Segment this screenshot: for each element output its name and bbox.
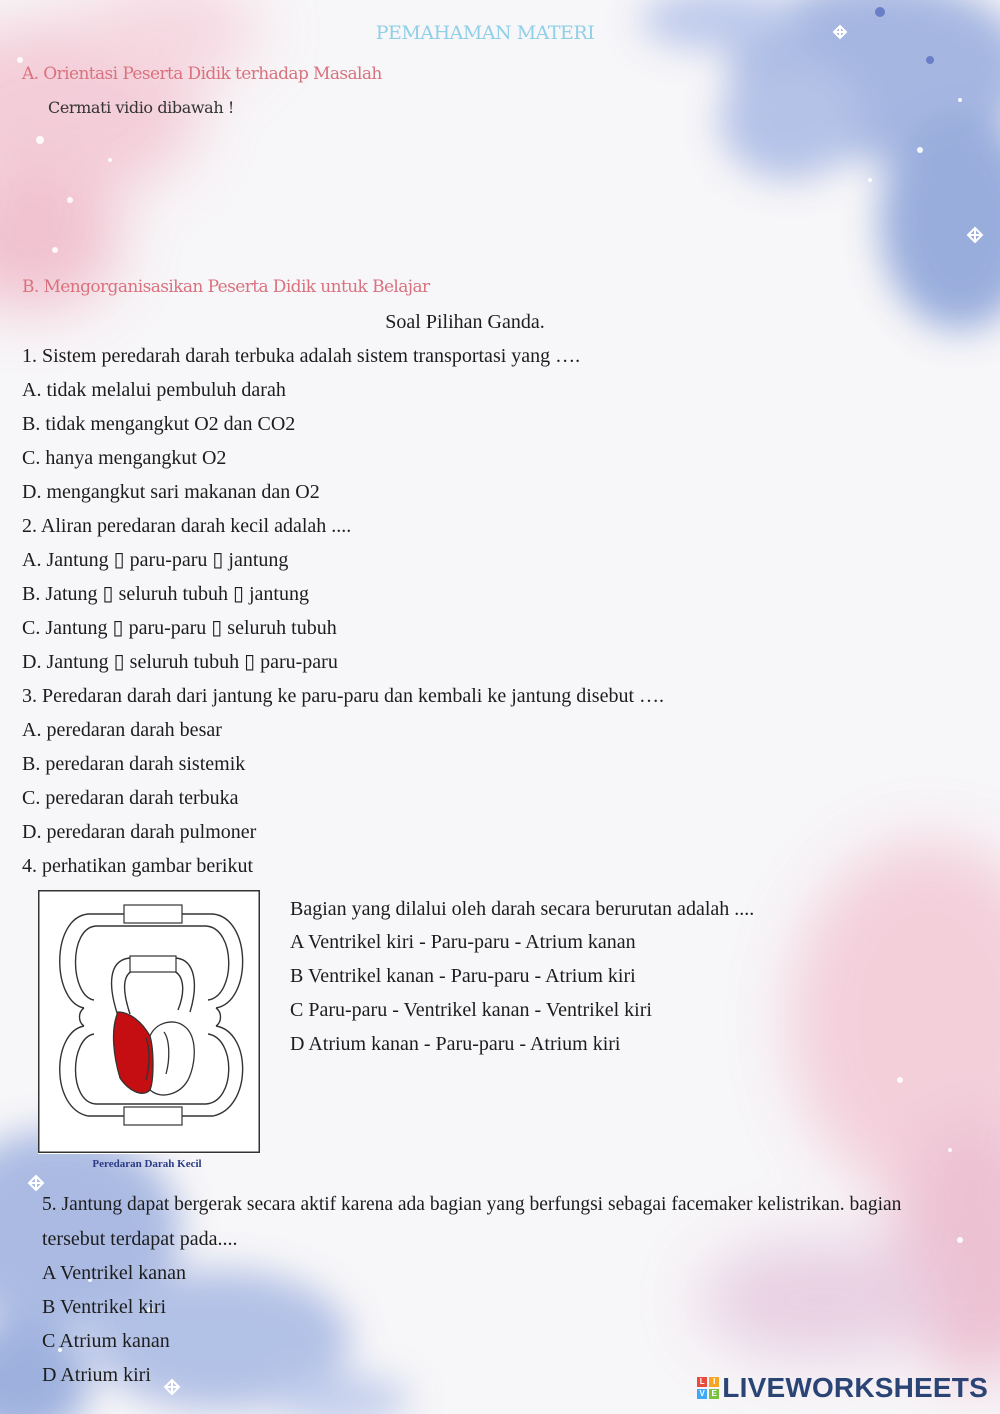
q3-option-d[interactable]: D. peredaran darah pulmoner [22,821,257,843]
q5-option-a[interactable]: A Ventrikel kanan [42,1262,187,1284]
page-title: PEMAHAMAN MATERI [375,22,595,44]
pulmonary-circulation-diagram [38,890,260,1154]
question-2: 2. Aliran peredaran darah kecil adalah .... [22,515,352,537]
question-1: 1. Sistem peredarah darah terbuka adalah sistem transportasi yang …. [22,345,581,367]
q4-option-b[interactable]: B Ventrikel kanan - Paru-paru - Atrium kiri [290,965,636,987]
q2-option-c[interactable]: C. Jantung ▯ paru-paru ▯ seluruh tubuh [22,617,337,639]
q5-option-b[interactable]: B Ventrikel kiri [42,1296,167,1318]
q5-option-d[interactable]: D Atrium kiri [42,1364,151,1386]
question-4-prompt: Bagian yang dilalui oleh darah secara berurutan adalah .... [290,898,755,920]
flower-decor [29,26,982,1394]
question-5-line-1: 5. Jantung dapat bergerak secara aktif karena ada bagian yang berfungsi sebagai facemaker kelistrikan. bagian [42,1194,902,1215]
question-3: 3. Peredaran darah dari jantung ke paru-paru dan kembali ke jantung disebut …. [22,685,665,707]
multiple-choice-heading: Soal Pilihan Ganda. [385,311,545,333]
q1-option-c[interactable]: C. hanya mengangkut O2 [22,447,227,469]
pink-splash-right [700,840,1000,1380]
q2-option-a[interactable]: A. Jantung ▯ paru-paru ▯ jantung [22,549,289,571]
question-4: 4. perhatikan gambar berikut [22,855,254,877]
q4-option-a[interactable]: A Ventrikel kiri - Paru-paru - Atrium kanan [290,931,636,953]
pink-splash-top-left [0,0,260,310]
section-a-heading: A. Orientasi Peserta Didik terhadap Masalah [22,64,382,84]
liveworksheets-logo-icon: L I V E [697,1377,719,1399]
liveworksheets-logo[interactable] [697,1372,988,1404]
q3-option-b[interactable]: B. peredaran darah sistemik [22,753,246,775]
q4-option-d[interactable]: D Atrium kanan - Paru-paru - Atrium kiri [290,1033,621,1055]
q1-option-a[interactable]: A. tidak melalui pembuluh darah [22,379,286,401]
q3-option-c[interactable]: C. peredaran darah terbuka [22,787,239,809]
section-b-heading: B. Mengorganisasikan Peserta Didik untuk Belajar [22,277,430,297]
q4-option-c[interactable]: C Paru-paru - Ventrikel kanan - Ventrikel kiri [290,999,652,1021]
figure-caption: Peredaran Darah Kecil [92,1158,202,1170]
liveworksheets-logo-text: LIVEWORKSHEETS [722,1372,988,1403]
blue-splash-top-right [640,0,1000,330]
q1-option-b[interactable]: B. tidak mengangkut O2 dan CO2 [22,413,296,435]
q2-option-d[interactable]: D. Jantung ▯ seluruh tubuh ▯ paru-paru [22,651,338,673]
q1-option-d[interactable]: D. mengangkut sari makanan dan O2 [22,481,320,503]
q5-option-c[interactable]: C Atrium kanan [42,1330,170,1352]
q2-option-b[interactable]: B. Jatung ▯ seluruh tubuh ▯ jantung [22,583,309,605]
video-instruction: Cermati vidio dibawah ! [48,98,234,117]
q3-option-a[interactable]: A. peredaran darah besar [22,719,222,741]
question-5-line-2: tersebut terdapat pada.... [42,1228,238,1250]
